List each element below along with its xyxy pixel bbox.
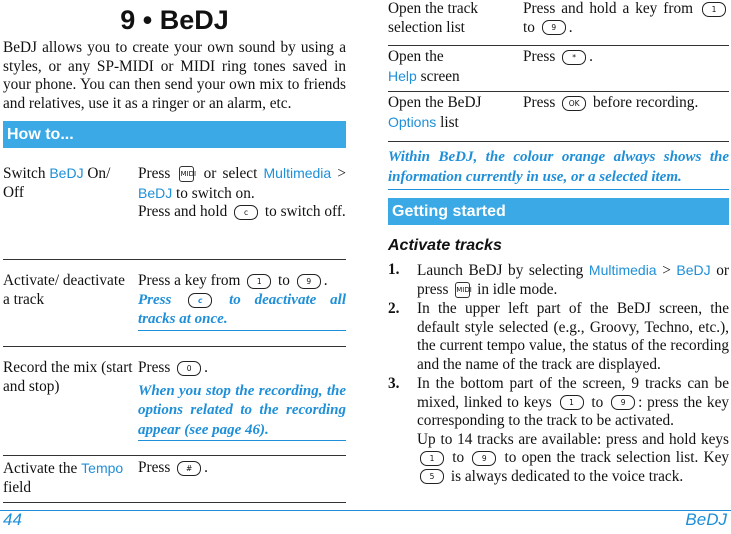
row-action: Open the Help screen	[388, 48, 460, 85]
page-title: 9 • BeDJ	[120, 5, 229, 35]
key-9-icon: 9	[472, 451, 496, 466]
getting-started-header: Getting started	[388, 198, 729, 225]
help-link: Help	[388, 67, 417, 84]
table-row	[3, 260, 346, 347]
list-item: 3. In the bottom part of the screen, 9 tracks can be mixed, linked to keys 1 to 9 : press the key corresponding to the track to be activated. Up to 14 tracks are available: press and hold keys 1 to 9 to open the track selection list. Key 5 is always dedicated to the voice track.	[388, 375, 730, 485]
list-item: 2. In the upper left part of the BeDJ screen, the default style selected (e.g., Groovy, Techno, etc.), the current tempo value, the status of the recording and the name of the track are displayed.	[388, 300, 729, 373]
chapter-name: BeDJ	[685, 510, 727, 529]
row-description: Press # .	[138, 459, 208, 476]
row-action: Switch BeDJ On/ Off	[3, 165, 111, 201]
hash-key-icon: #	[177, 461, 201, 476]
row-description: Press * .	[523, 48, 593, 65]
midi-key-icon: MIDI	[179, 166, 194, 182]
left-column	[3, 0, 346, 503]
howto-header: How to...	[3, 121, 346, 148]
key-1-icon: 1	[420, 451, 444, 466]
right-column	[388, 0, 729, 487]
row-description: Press and hold a key from 1 to 9 .	[523, 0, 729, 45]
ok-key-icon: OK	[562, 96, 586, 111]
steps-list	[388, 261, 729, 486]
note: Press c to deactivate all tracks at once.	[138, 291, 346, 331]
key-0-icon: 0	[177, 361, 201, 376]
c-key-icon: c	[234, 205, 258, 220]
orange-note: Within BeDJ, the colour orange always shows the information currently in use, or a selected item.	[388, 148, 729, 190]
c-key-icon: c	[188, 293, 212, 308]
activate-tracks-heading: Activate tracks	[388, 237, 502, 254]
page-number: 44	[3, 510, 22, 529]
table-row	[388, 92, 729, 142]
key-9-icon: 9	[542, 20, 566, 35]
row-action: Record the mix (start and stop)	[3, 359, 133, 395]
row-description: Press 0 . When you stop the recording, the options related to the recording appear (see page 46).	[138, 359, 346, 455]
row-action: Activate the Tempo field	[3, 460, 124, 496]
table-row	[3, 148, 346, 260]
row-action: Activate/ deactivate a track	[3, 272, 125, 308]
key-5-icon: 5	[420, 469, 444, 484]
table-row	[3, 347, 346, 456]
intro-paragraph: BeDJ allows you to create your own sound by using a styles, or any SP-MIDI or MIDI ring tones saved in your phone. You can then send your own mix to friends and relatives, use it as a ringer or an alarm, etc.	[3, 39, 346, 112]
key-1-icon: 1	[702, 2, 726, 17]
key-9-icon: 9	[297, 274, 321, 289]
page-footer	[0, 510, 731, 534]
midi-key-icon: MIDI	[455, 282, 470, 298]
row-action: Open the track selection list	[388, 0, 479, 36]
options-link: Options	[388, 113, 437, 130]
star-key-icon: *	[562, 50, 586, 65]
bedj-link: BeDJ	[49, 165, 84, 181]
key-1-icon: 1	[247, 274, 271, 289]
table-row	[388, 0, 729, 46]
table-row	[3, 456, 346, 503]
row-description: Press a key from 1 to 9 . Press c to deactivate all tracks at once.	[138, 272, 346, 346]
row-description: Press MIDI or select Multimedia > BeDJ to switch on. Press and hold c to switch off.	[138, 165, 347, 220]
note: When you stop the recording, the options related to the recording appear (see page 46).	[138, 382, 346, 442]
row-description: Press OK before recording.	[523, 94, 699, 111]
row-action: Open the BeDJ Options list	[388, 94, 482, 131]
tempo-link: Tempo	[81, 460, 124, 476]
key-1-icon: 1	[560, 395, 584, 410]
key-9-icon: 9	[611, 395, 635, 410]
list-item: 1. Launch BeDJ by selecting Multimedia > BeDJ or press MIDI in idle mode.	[388, 261, 729, 298]
table-row	[388, 46, 729, 92]
